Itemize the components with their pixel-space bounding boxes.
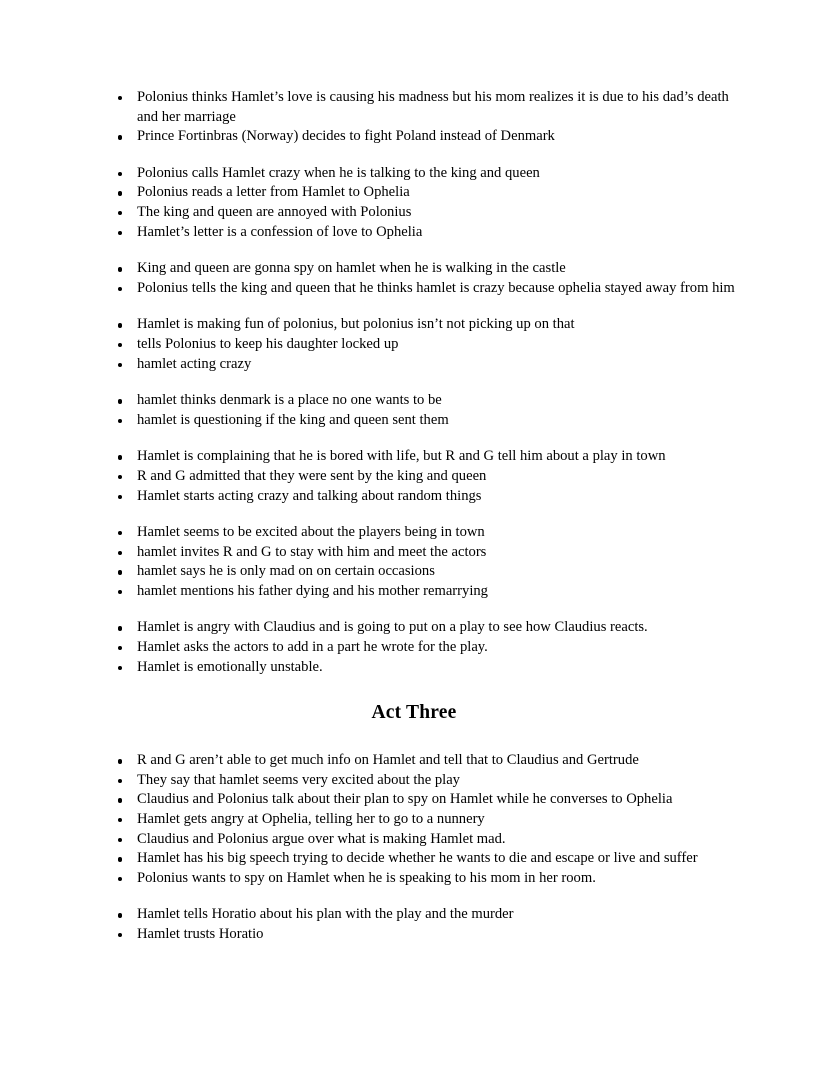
list-item: R and G admitted that they were sent by the king and queen — [117, 467, 738, 487]
list-item: hamlet acting crazy — [117, 355, 738, 375]
list-item: Hamlet is making fun of polonius, but polonius isn’t not picking up on that — [117, 315, 738, 335]
list-item: hamlet is questioning if the king and queen sent them — [117, 411, 738, 431]
list-item: Hamlet asks the actors to add in a part he wrote for the play. — [117, 638, 738, 658]
list-item: Hamlet has his big speech trying to decide whether he wants to die and escape or live and suffer — [117, 849, 738, 869]
list-item: hamlet says he is only mad on on certain occasions — [117, 562, 738, 582]
act-heading: Act Three — [371, 702, 457, 724]
list-item: hamlet invites R and G to stay with him and meet the actors — [117, 543, 738, 563]
list-item: hamlet mentions his father dying and his mother remarrying — [117, 582, 738, 602]
list-item: Hamlet starts acting crazy and talking about random things — [117, 487, 738, 507]
list-item: Hamlet trusts Horatio — [117, 925, 738, 945]
list-item: The king and queen are annoyed with Polonius — [117, 203, 738, 223]
list-item: Hamlet is emotionally unstable. — [117, 658, 738, 678]
list-item: Claudius and Polonius argue over what is making Hamlet mad. — [117, 830, 738, 850]
bullet-group — [117, 315, 738, 374]
list-item: They say that hamlet seems very excited about the play — [117, 771, 738, 791]
list-item: Hamlet’s letter is a confession of love to Ophelia — [117, 223, 738, 243]
list-item: Hamlet is complaining that he is bored with life, but R and G tell him about a play in town — [117, 447, 738, 467]
list-item: tells Polonius to keep his daughter locked up — [117, 335, 738, 355]
list-item: Polonius tells the king and queen that he thinks hamlet is crazy because ophelia stayed away from him — [117, 279, 738, 299]
list-item: Hamlet tells Horatio about his plan with the play and the murder — [117, 905, 738, 925]
bullet-group — [117, 523, 738, 601]
bullet-group — [117, 259, 738, 298]
bullet-group — [117, 391, 738, 430]
bullet-group — [117, 88, 738, 147]
list-item: King and queen are gonna spy on hamlet when he is walking in the castle — [117, 259, 738, 279]
list-item: Polonius wants to spy on Hamlet when he is speaking to his mom in her room. — [117, 869, 738, 889]
bullet-group — [117, 905, 738, 944]
bullet-group — [117, 164, 738, 242]
list-item: Hamlet is angry with Claudius and is going to put on a play to see how Claudius reacts. — [117, 618, 738, 638]
list-item: Hamlet seems to be excited about the players being in town — [117, 523, 738, 543]
list-item: Hamlet gets angry at Ophelia, telling her to go to a nunnery — [117, 810, 738, 830]
list-item: Polonius reads a letter from Hamlet to Ophelia — [117, 183, 738, 203]
document-body — [117, 88, 738, 945]
bullet-group — [117, 751, 738, 888]
list-item: Prince Fortinbras (Norway) decides to fight Poland instead of Denmark — [117, 127, 738, 147]
list-item: Polonius calls Hamlet crazy when he is talking to the king and queen — [117, 164, 738, 184]
list-item: Polonius thinks Hamlet’s love is causing his madness but his mom realizes it is due to his dad’s death and her marriage — [117, 88, 738, 127]
bullet-group — [117, 447, 738, 506]
bullet-group — [117, 618, 738, 677]
list-item: R and G aren’t able to get much info on Hamlet and tell that to Claudius and Gertrude — [117, 751, 738, 771]
list-item: Claudius and Polonius talk about their plan to spy on Hamlet while he converses to Ophelia — [117, 790, 738, 810]
list-item: hamlet thinks denmark is a place no one wants to be — [117, 391, 738, 411]
